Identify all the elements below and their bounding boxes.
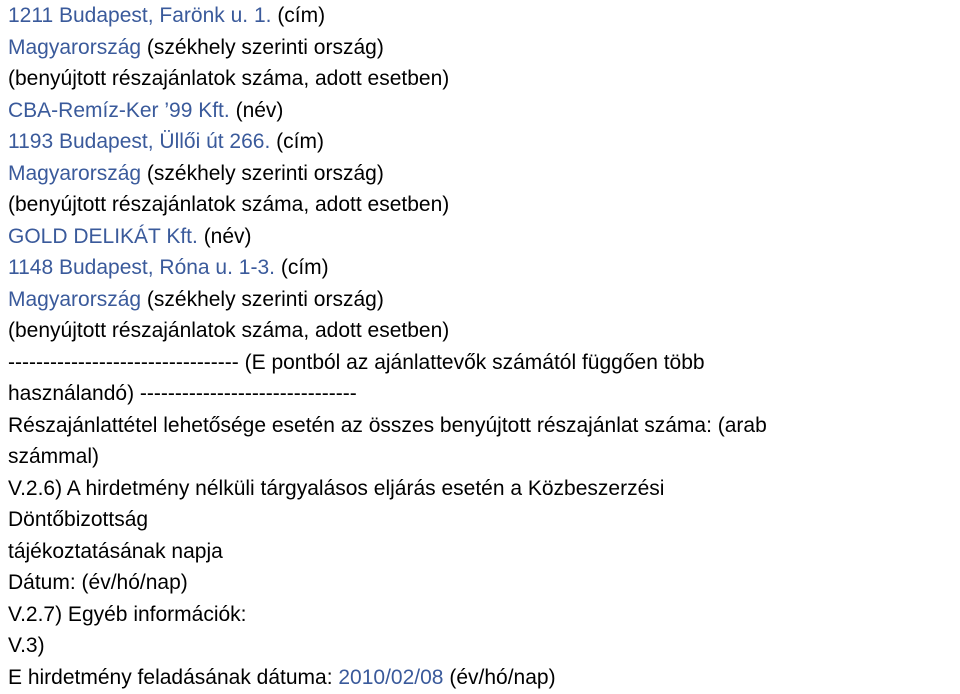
offer-3-name: GOLD DELIKÁT Kft. [8,224,198,248]
separator-note-text-1: --------------------------------- (E pontból az ajánlattevők számától függően több [8,350,705,374]
offer-2-country-line [8,158,960,190]
offer-2-name-label: (név) [235,98,284,122]
offer-2-country-label: (székhely szerinti ország) [146,161,384,185]
section-v26-text-2: Döntőbizottság [8,508,149,531]
section-v26-text-3: tájékoztatásának napja [8,539,223,563]
offer-2-partial-offers-line [8,189,960,221]
offer-1-country: Magyarország [8,35,142,59]
partial-total-line-1 [8,410,960,442]
date-format-line [8,567,960,599]
offer-3-name-line [8,221,960,253]
section-v27-line [8,599,960,631]
section-v3-heading: V.3) [8,634,45,657]
offer-3-country-label: (székhely szerinti ország) [146,287,384,311]
separator-note-text-2: használandó) ------------------------------- [8,382,357,405]
separator-note-line-1 [8,347,960,379]
offer-1-address: 1211 Budapest, Farönk u. 1. [8,4,272,27]
dispatch-date-value: 2010/02/08 [338,665,444,689]
partial-total-text-2: számmal) [8,445,100,468]
dispatch-date-format: (év/hó/nap) [449,665,556,689]
offer-1-country-label: (székhely szerinti ország) [146,35,384,59]
document-body [8,0,960,693]
section-v26-line-1 [8,473,960,505]
offer-1-partial-offers-label: (benyújtott részajánlatok száma, adott esetben) [8,67,450,90]
offer-3-address-line [8,252,960,284]
offer-3-country-line [8,284,960,316]
offer-3-partial-offers-label: (benyújtott részajánlatok száma, adott esetben) [8,319,450,342]
offer-1-address-label: (cím) [277,4,326,27]
offer-2-name-line [8,95,960,127]
offer-2-country: Magyarország [8,161,142,185]
section-v26-line-3 [8,536,960,568]
dispatch-date-label: E hirdetmény feladásának dátuma: [8,665,333,689]
partial-total-line-2 [8,441,960,473]
offer-1-country-line [8,32,960,64]
section-v3-line [8,630,960,662]
section-v27-heading: V.2.7) Egyéb információk: [8,602,247,626]
offer-2-name: CBA-Remíz-Ker ’99 Kft. [8,98,230,122]
date-format-text: Dátum: (év/hó/nap) [8,571,188,594]
offer-3-partial-offers-line [8,315,960,347]
separator-note-line-2 [8,378,960,410]
section-v26-heading: V.2.6) A hirdetmény nélküli tárgyalásos eljárás esetén a Közbeszerzési [8,476,665,500]
offer-1-address-line [8,0,960,32]
offer-2-address: 1193 Budapest, Üllői út 266. [8,130,271,153]
offer-1-partial-offers-line [8,63,960,95]
offer-2-partial-offers-label: (benyújtott részajánlatok száma, adott esetben) [8,193,450,216]
offer-3-country: Magyarország [8,287,142,311]
dispatch-date-line [8,662,960,694]
section-v26-line-2 [8,504,960,536]
offer-3-address: 1148 Budapest, Róna u. 1-3. [8,256,275,279]
offer-3-name-label: (név) [203,224,252,248]
offer-3-address-label: (cím) [280,256,329,279]
partial-total-text-1: Részajánlattétel lehetősége esetén az összes benyújtott részajánlat száma: (arab [8,413,767,437]
offer-2-address-line [8,126,960,158]
offer-2-address-label: (cím) [276,130,324,153]
